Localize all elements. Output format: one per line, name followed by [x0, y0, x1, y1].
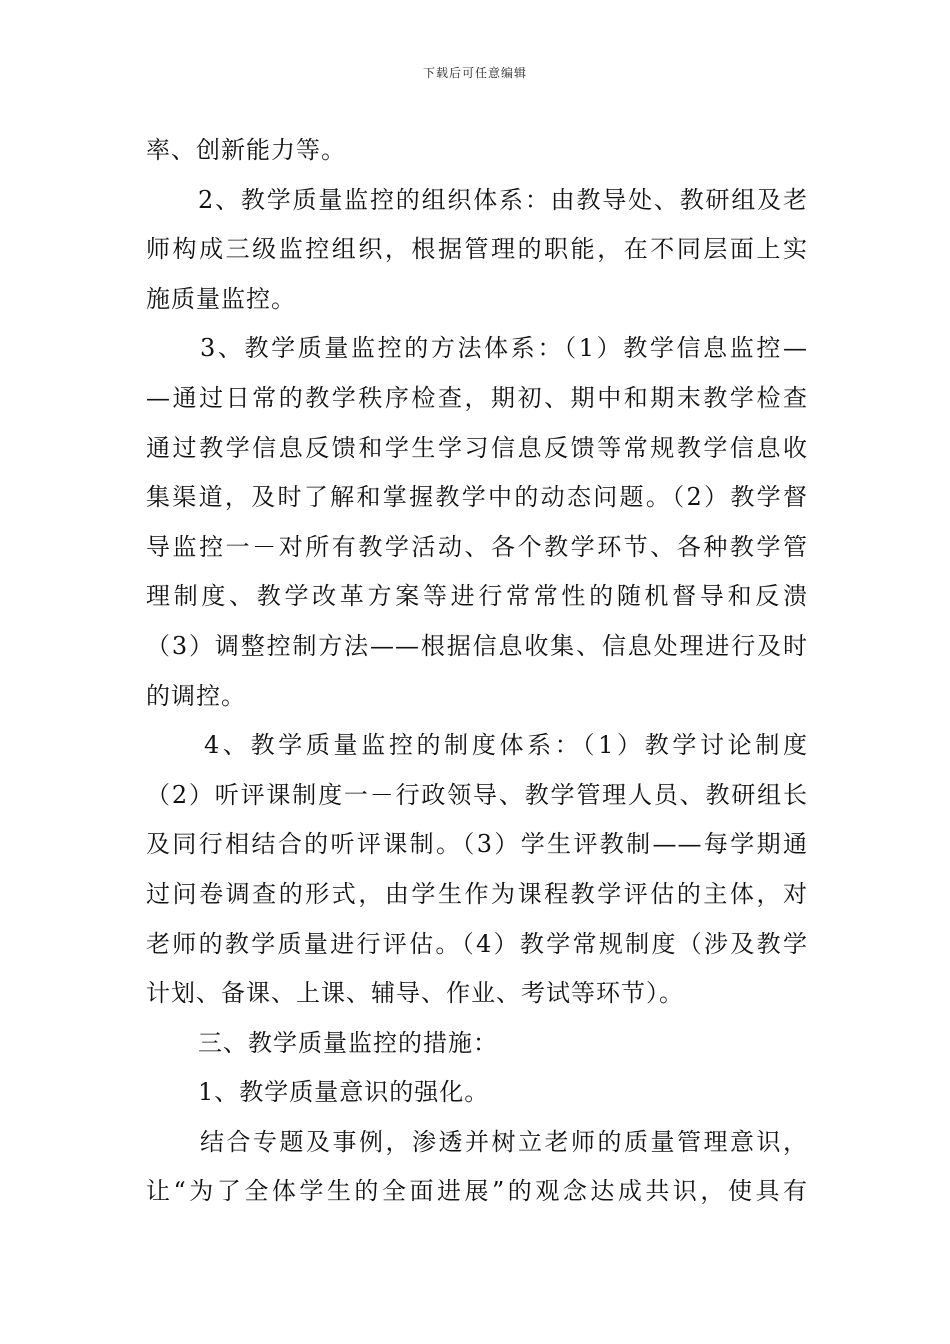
text-line: 的调控。 — [146, 681, 246, 710]
text-line: 计划、备课、上课、辅导、作业、考试等环节）。 — [146, 979, 684, 1008]
text-line: 理制度、教学改革方案等进行常常性的随机督导和反溃 — [146, 582, 808, 611]
text-line: 师构成三级监控组织，根据管理的职能，在不同层面上实 — [146, 235, 808, 264]
text-line: 过问卷调查的形式，由学生作为课程教学评估的主体，对 — [146, 879, 808, 908]
text-line: 老师的教学质量进行评估。（4）教学常规制度（涉及教学 — [146, 929, 808, 958]
text-line: 集渠道，及时了解和掌握教学中的动态问题。（2）教学督 — [146, 483, 808, 512]
text-line: 4、教学质量监控的制度体系：（1）教学讨论制度 — [204, 731, 808, 760]
text-line: —通过日常的教学秩序检查，期初、期中和期末教学检查 — [146, 383, 808, 412]
text-line: 施质量监控。 — [146, 284, 296, 313]
text-line: 2、教学质量监控的组织体系：由教导处、教研组及老 — [198, 185, 808, 214]
page-header: 下载后可任意编辑 — [422, 66, 527, 80]
text-line: （2）听评课制度一－行政领导、教学管理人员、教研组长 — [146, 780, 808, 809]
text-line: 及同行相结合的听评课制。（3）学生评教制——每学期通 — [146, 830, 808, 859]
text-line: 让“为了全体学生的全面进展”的观念达成共识，使具有 — [146, 1177, 808, 1206]
text-line: 导监控一－对所有教学活动、各个教学环节、各种教学管 — [146, 532, 808, 561]
section-heading: 三、教学质量监控的措施： — [198, 1028, 498, 1057]
subsection-heading: 1、教学质量意识的强化。 — [198, 1078, 490, 1107]
text-line: （3）调整控制方法——根据信息收集、信息处理进行及时 — [146, 631, 808, 660]
text-line: 3、教学质量监控的方法体系：（1）教学信息监控— — [200, 334, 808, 363]
text-line: 通过教学信息反馈和学生学习信息反馈等常规教学信息收 — [146, 433, 808, 462]
document-body — [146, 126, 808, 1217]
text-line: 率、创新能力等。 — [146, 136, 346, 164]
text-line: 结合专题及事例，渗透并树立老师的质量管理意识， — [200, 1127, 808, 1156]
